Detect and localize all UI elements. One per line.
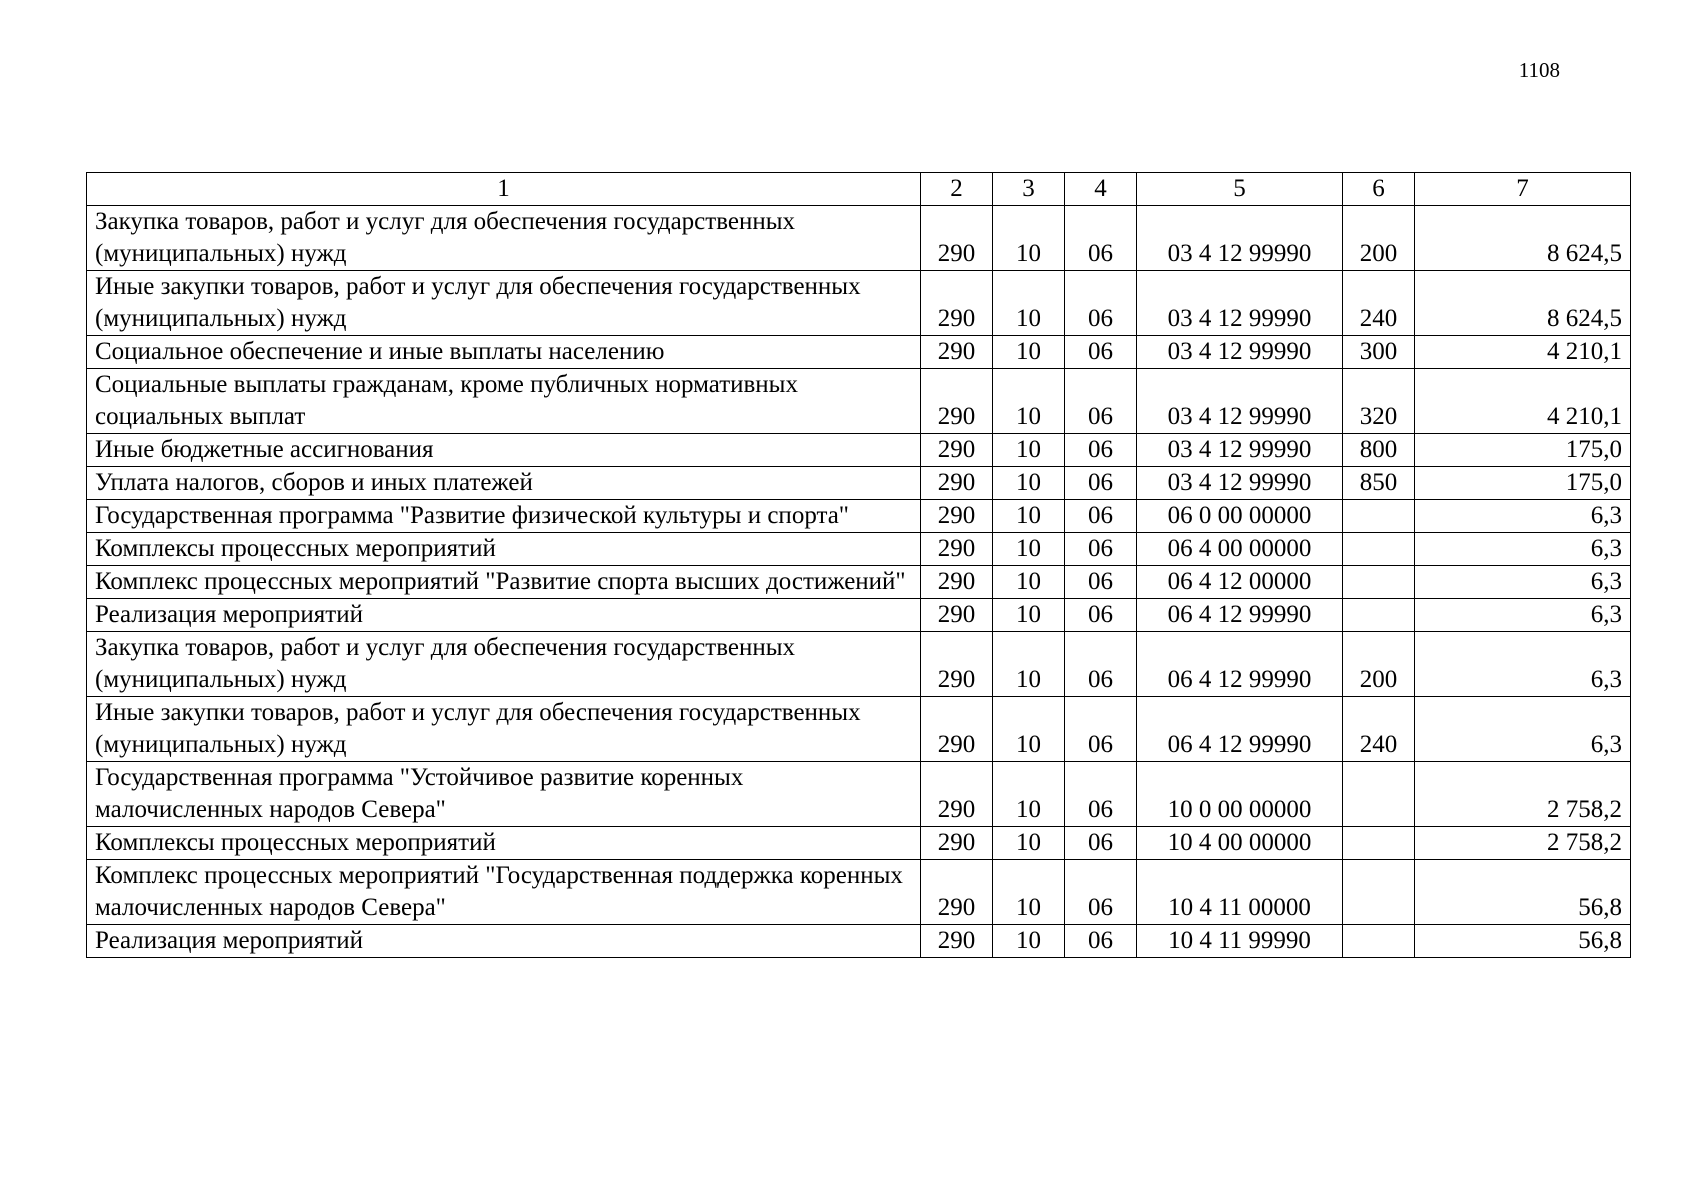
- row-col5-cell: 06 0 00 00000: [1137, 500, 1343, 533]
- row-col2-cell: 290: [921, 500, 993, 533]
- row-name-cell: Комплекс процессных мероприятий "Развитие спорта высших достижений": [87, 566, 921, 599]
- column-header-1: 1: [87, 173, 921, 206]
- row-col4-cell: 06: [1065, 467, 1137, 500]
- table-row: [87, 500, 1631, 533]
- row-col2-cell: 290: [921, 369, 993, 434]
- row-name-cell: Социальные выплаты гражданам, кроме публичных нормативных социальных выплат: [87, 369, 921, 434]
- row-col2-cell: 290: [921, 566, 993, 599]
- row-col2-cell: 290: [921, 467, 993, 500]
- row-col6-cell: 200: [1343, 206, 1415, 271]
- row-col6-cell: [1343, 500, 1415, 533]
- row-col5-cell: 03 4 12 99990: [1137, 434, 1343, 467]
- row-col2-cell: 290: [921, 206, 993, 271]
- row-col4-cell: 06: [1065, 566, 1137, 599]
- row-col7-cell: 4 210,1: [1415, 336, 1631, 369]
- row-col7-cell: 6,3: [1415, 500, 1631, 533]
- row-col4-cell: 06: [1065, 336, 1137, 369]
- row-col6-cell: [1343, 762, 1415, 827]
- row-col3-cell: 10: [993, 206, 1065, 271]
- row-col6-cell: [1343, 860, 1415, 925]
- row-col6-cell: 850: [1343, 467, 1415, 500]
- row-col6-cell: 320: [1343, 369, 1415, 434]
- row-col3-cell: 10: [993, 566, 1065, 599]
- row-col4-cell: 06: [1065, 599, 1137, 632]
- row-col6-cell: [1343, 925, 1415, 958]
- budget-table: [86, 172, 1631, 958]
- column-header-4: 4: [1065, 173, 1137, 206]
- row-col4-cell: 06: [1065, 827, 1137, 860]
- row-col4-cell: 06: [1065, 434, 1137, 467]
- row-col7-cell: 175,0: [1415, 434, 1631, 467]
- row-col3-cell: 10: [993, 500, 1065, 533]
- page-number: 1108: [1518, 58, 1560, 82]
- row-col6-cell: 800: [1343, 434, 1415, 467]
- row-name-cell: Иные закупки товаров, работ и услуг для обеспечения государственных (муниципальных) нужд: [87, 697, 921, 762]
- row-col2-cell: 290: [921, 271, 993, 336]
- row-col4-cell: 06: [1065, 860, 1137, 925]
- row-col2-cell: 290: [921, 599, 993, 632]
- row-col5-cell: 10 4 11 00000: [1137, 860, 1343, 925]
- row-col5-cell: 03 4 12 99990: [1137, 336, 1343, 369]
- row-col4-cell: 06: [1065, 206, 1137, 271]
- row-col2-cell: 290: [921, 434, 993, 467]
- row-col4-cell: 06: [1065, 271, 1137, 336]
- row-name-cell: Комплекс процессных мероприятий "Государственная поддержка коренных малочисленных народов Севера": [87, 860, 921, 925]
- row-col6-cell: 240: [1343, 697, 1415, 762]
- row-col4-cell: 06: [1065, 533, 1137, 566]
- table-row: [87, 925, 1631, 958]
- row-name-cell: Реализация мероприятий: [87, 925, 921, 958]
- row-col7-cell: 6,3: [1415, 566, 1631, 599]
- column-header-6: 6: [1343, 173, 1415, 206]
- row-col4-cell: 06: [1065, 697, 1137, 762]
- row-col5-cell: 06 4 12 99990: [1137, 599, 1343, 632]
- row-col3-cell: 10: [993, 271, 1065, 336]
- row-col2-cell: 290: [921, 632, 993, 697]
- row-col3-cell: 10: [993, 467, 1065, 500]
- row-col5-cell: 03 4 12 99990: [1137, 369, 1343, 434]
- row-col5-cell: 06 4 12 99990: [1137, 632, 1343, 697]
- row-col3-cell: 10: [993, 599, 1065, 632]
- row-col5-cell: 10 4 11 99990: [1137, 925, 1343, 958]
- row-col3-cell: 10: [993, 860, 1065, 925]
- row-col4-cell: 06: [1065, 500, 1137, 533]
- table-row: [87, 827, 1631, 860]
- row-name-cell: Закупка товаров, работ и услуг для обеспечения государственных (муниципальных) нужд: [87, 206, 921, 271]
- row-name-cell: Реализация мероприятий: [87, 599, 921, 632]
- row-col7-cell: 2 758,2: [1415, 827, 1631, 860]
- table-body: [87, 206, 1631, 958]
- row-col6-cell: [1343, 533, 1415, 566]
- row-col7-cell: 6,3: [1415, 533, 1631, 566]
- row-name-cell: Комплексы процессных мероприятий: [87, 533, 921, 566]
- row-col6-cell: [1343, 599, 1415, 632]
- row-col2-cell: 290: [921, 697, 993, 762]
- row-col2-cell: 290: [921, 336, 993, 369]
- row-col4-cell: 06: [1065, 762, 1137, 827]
- row-name-cell: Иные бюджетные ассигнования: [87, 434, 921, 467]
- table-row: [87, 533, 1631, 566]
- row-col5-cell: 10 4 00 00000: [1137, 827, 1343, 860]
- row-col7-cell: 6,3: [1415, 599, 1631, 632]
- table-row: [87, 336, 1631, 369]
- column-header-7: 7: [1415, 173, 1631, 206]
- row-col7-cell: 56,8: [1415, 925, 1631, 958]
- table-row: [87, 206, 1631, 271]
- row-col3-cell: 10: [993, 434, 1065, 467]
- row-col7-cell: 8 624,5: [1415, 206, 1631, 271]
- row-col2-cell: 290: [921, 533, 993, 566]
- row-col7-cell: 6,3: [1415, 632, 1631, 697]
- row-name-cell: Государственная программа "Устойчивое развитие коренных малочисленных народов Севера": [87, 762, 921, 827]
- header-row: [87, 173, 1631, 206]
- table-row: [87, 599, 1631, 632]
- table-row: [87, 762, 1631, 827]
- row-col3-cell: 10: [993, 533, 1065, 566]
- row-col5-cell: 03 4 12 99990: [1137, 206, 1343, 271]
- row-col6-cell: [1343, 566, 1415, 599]
- row-col4-cell: 06: [1065, 369, 1137, 434]
- row-col7-cell: 6,3: [1415, 697, 1631, 762]
- row-col3-cell: 10: [993, 336, 1065, 369]
- row-name-cell: Социальное обеспечение и иные выплаты населению: [87, 336, 921, 369]
- row-col4-cell: 06: [1065, 925, 1137, 958]
- row-col7-cell: 4 210,1: [1415, 369, 1631, 434]
- table-row: [87, 860, 1631, 925]
- row-name-cell: Комплексы процессных мероприятий: [87, 827, 921, 860]
- row-name-cell: Закупка товаров, работ и услуг для обеспечения государственных (муниципальных) нужд: [87, 632, 921, 697]
- row-col7-cell: 175,0: [1415, 467, 1631, 500]
- row-col3-cell: 10: [993, 827, 1065, 860]
- row-col6-cell: 300: [1343, 336, 1415, 369]
- column-header-3: 3: [993, 173, 1065, 206]
- row-col6-cell: 240: [1343, 271, 1415, 336]
- row-col5-cell: 06 4 12 99990: [1137, 697, 1343, 762]
- row-col6-cell: 200: [1343, 632, 1415, 697]
- table-row: [87, 697, 1631, 762]
- row-col5-cell: 03 4 12 99990: [1137, 467, 1343, 500]
- row-col5-cell: 06 4 12 00000: [1137, 566, 1343, 599]
- row-col7-cell: 56,8: [1415, 860, 1631, 925]
- row-col3-cell: 10: [993, 762, 1065, 827]
- row-col3-cell: 10: [993, 632, 1065, 697]
- column-header-5: 5: [1137, 173, 1343, 206]
- row-col2-cell: 290: [921, 827, 993, 860]
- row-col7-cell: 2 758,2: [1415, 762, 1631, 827]
- table-row: [87, 632, 1631, 697]
- row-col2-cell: 290: [921, 925, 993, 958]
- table-row: [87, 434, 1631, 467]
- row-name-cell: Иные закупки товаров, работ и услуг для обеспечения государственных (муниципальных) нужд: [87, 271, 921, 336]
- row-col4-cell: 06: [1065, 632, 1137, 697]
- row-col6-cell: [1343, 827, 1415, 860]
- row-col3-cell: 10: [993, 369, 1065, 434]
- row-col7-cell: 8 624,5: [1415, 271, 1631, 336]
- table-row: [87, 271, 1631, 336]
- row-col3-cell: 10: [993, 925, 1065, 958]
- table-row: [87, 467, 1631, 500]
- table-row: [87, 566, 1631, 599]
- row-col5-cell: 03 4 12 99990: [1137, 271, 1343, 336]
- row-col2-cell: 290: [921, 860, 993, 925]
- row-col5-cell: 10 0 00 00000: [1137, 762, 1343, 827]
- column-header-2: 2: [921, 173, 993, 206]
- table-row: [87, 369, 1631, 434]
- row-col2-cell: 290: [921, 762, 993, 827]
- row-col5-cell: 06 4 00 00000: [1137, 533, 1343, 566]
- row-name-cell: Уплата налогов, сборов и иных платежей: [87, 467, 921, 500]
- row-col3-cell: 10: [993, 697, 1065, 762]
- row-name-cell: Государственная программа "Развитие физической культуры и спорта": [87, 500, 921, 533]
